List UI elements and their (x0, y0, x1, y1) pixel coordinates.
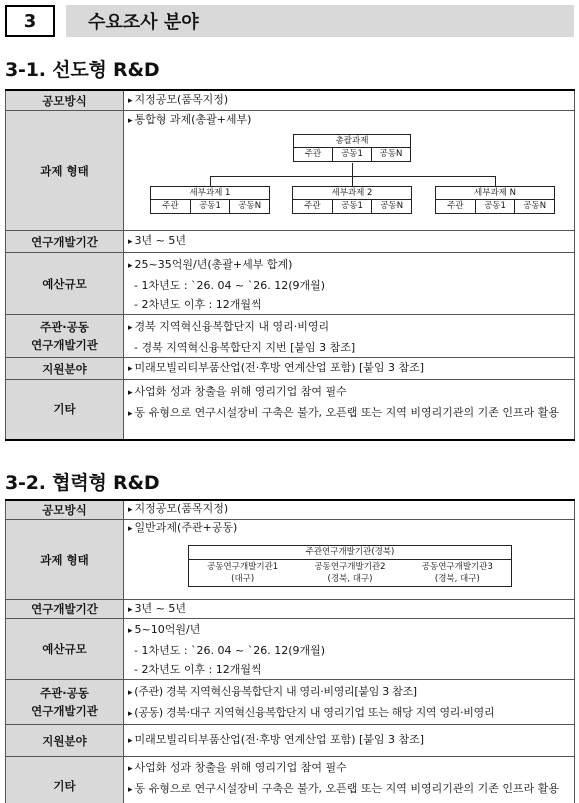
connector (495, 176, 496, 186)
connector (352, 176, 353, 186)
form-value: ▸ 일반과제(주관+공동) (128, 520, 570, 537)
row-label-period: 연구개발기간 (6, 600, 124, 619)
budget-sub-2: - 2차년도 이후 : 12개월씩 (128, 660, 570, 679)
row-label-etc: 기타 (6, 757, 124, 803)
connector (210, 176, 211, 186)
row-label-org: 주관·공동 연구개발기관 (6, 680, 124, 725)
method-value: ▸ 지정공모(품목지정) (128, 501, 570, 518)
row-label-period: 연구개발기간 (6, 231, 124, 253)
section-header (5, 5, 574, 37)
etc-value-2: ▸ 동 유형으로 연구시설장비 구축은 불가, 오픈랩 또는 지역 비영리기관의 기존 인프라 활용 (128, 779, 570, 800)
row-label-method: 공모방식 (6, 500, 124, 520)
etc-value-1: ▸ 사업화 성과 창출을 위해 영리기업 참여 필수 (128, 382, 570, 403)
field-value: ▸ 미래모빌리티부품산업(전·후방 연계산업 포함) [붙임 3 참조] (128, 359, 570, 378)
row-label-method: 공모방식 (6, 90, 124, 111)
org-box-sub-1: 세부과제 1 주관 공동1 공동N (150, 186, 270, 214)
org-box-general: 총괄과제 주관 공동1 공동N (293, 134, 411, 162)
org-box-sub-2: 세부과제 2 주관 공동1 공동N (292, 186, 412, 214)
etc-value-2: ▸ 동 유형으로 연구시설장비 구축은 불가, 오픈랩 또는 지역 비영리기관의 기존 인프라 활용 (128, 403, 570, 424)
etc-value-1: ▸ 사업화 성과 창출을 위해 영리기업 참여 필수 (128, 758, 570, 779)
row-label-field: 지원분야 (6, 358, 124, 380)
org-chart-general (128, 537, 570, 599)
section-title: 수요조사 분야 (66, 5, 574, 37)
budget-sub-2: - 2차년도 이후 : 12개월씩 (128, 295, 570, 314)
leading-rnd-title: 3-1. 선도형 R&D (5, 59, 160, 81)
row-label-budget: 예산규모 (6, 253, 124, 315)
form-value: ▸ 통합형 과제(총괄+세부) (128, 111, 570, 130)
budget-value: ▸ 5~10억원/년 (128, 620, 570, 641)
org-chart-integrated (128, 130, 570, 230)
org-box-sub-n: 세부과제 N 주관 공동1 공동N (435, 186, 555, 214)
period-value: ▸ 3년 ~ 5년 (128, 232, 570, 251)
section-number: 3 (5, 5, 55, 37)
row-label-etc: 기타 (6, 380, 124, 440)
budget-sub-1: - 1차년도 : `26. 04 ~ `26. 12(9개월) (128, 641, 570, 660)
cooperative-rnd-table (5, 499, 575, 803)
org-value-2: ▸ (공동) 경북·대구 지역혁신융복합단지 내 영리기업 또는 해당 지역 영리·비영리 (128, 703, 570, 724)
org-value-1: ▸ (주관) 경북 지역혁신융복합단지 내 영리·비영리[붙임 3 참조] (128, 682, 570, 703)
connector (352, 163, 353, 176)
org-sub-1: - 경북 지역혁신융복합단지 지번 [붙임 3 참조] (128, 338, 570, 357)
cooperative-rnd-title: 3-2. 협력형 R&D (5, 472, 160, 494)
leading-rnd-table (5, 89, 575, 441)
org-box-lead: 주관연구개발기관(경북) 공동연구개발기관1 (대구) 공동연구개발기관2 (경북, 대구) 공동연구개발기관3 (경북, 대구) (188, 545, 512, 587)
row-label-field: 지원분야 (6, 725, 124, 757)
row-label-form: 과제 형태 (6, 520, 124, 600)
field-value: ▸ 미래모빌리티부품산업(전·후방 연계산업 포함) [붙임 3 참조] (128, 731, 570, 750)
budget-sub-1: - 1차년도 : `26. 04 ~ `26. 12(9개월) (128, 276, 570, 295)
period-value: ▸ 3년 ~ 5년 (128, 601, 570, 618)
row-label-form: 과제 형태 (6, 111, 124, 231)
row-label-budget: 예산규모 (6, 619, 124, 680)
budget-value: ▸ 25~35억원/년(총괄+세부 합계) (128, 255, 570, 276)
method-value: ▸ 지정공모(품목지정) (128, 91, 570, 110)
row-label-org: 주관·공동 연구개발기관 (6, 315, 124, 358)
org-value: ▸ 경북 지역혁신융복합단지 내 영리·비영리 (128, 317, 570, 338)
